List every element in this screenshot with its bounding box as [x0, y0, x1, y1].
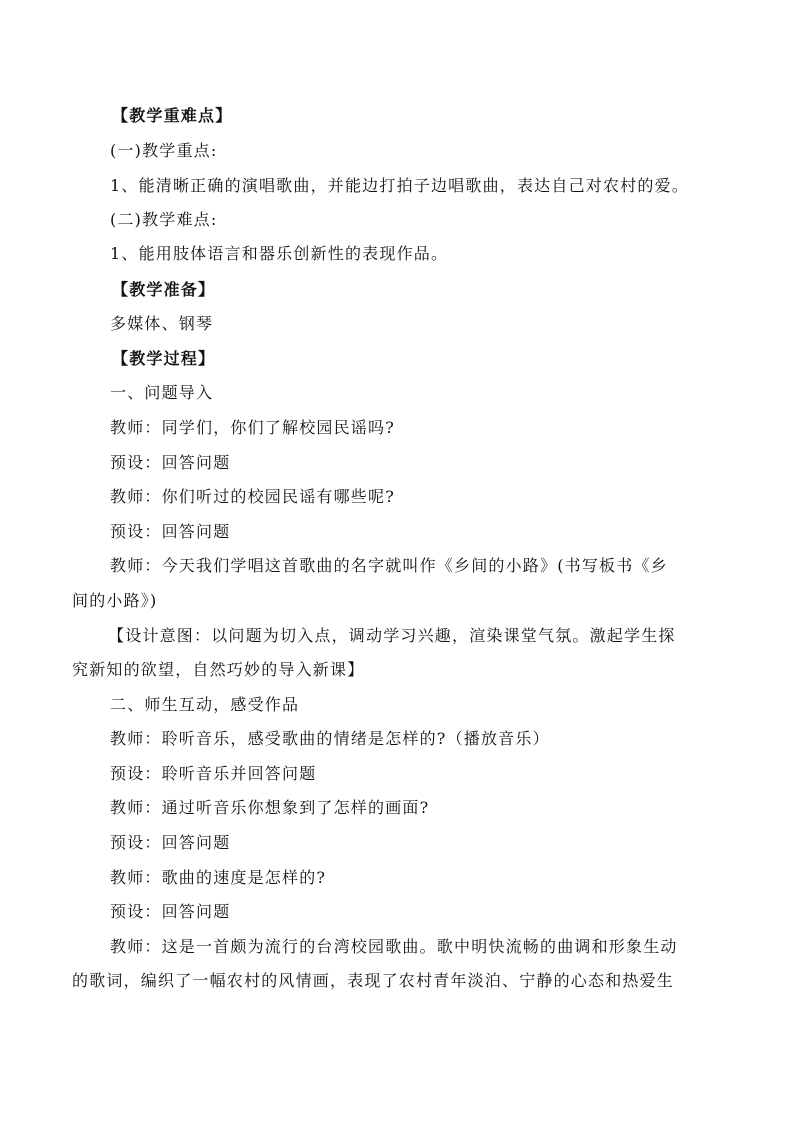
paragraph-preparation: 多媒体、钢琴: [110, 314, 214, 333]
paragraph-key-point-1: 1、能清晰正确的演唱歌曲，并能边打拍子边唱歌曲，表达自己对农村的爱。: [110, 176, 689, 195]
subheading-interaction: 二、师生互动，感受作品: [110, 695, 300, 714]
section-heading-preparation: 【教学准备】: [112, 280, 216, 299]
paragraph-difficulty-1: 1、能用肢体语言和器乐创新性的表现作品。: [110, 244, 449, 263]
dialogue-line: 预设：回答问题: [110, 833, 231, 852]
subheading-difficulty: (二)教学难点:: [110, 210, 218, 229]
design-intent-paragraph-continuation: 究新知的欲望，自然巧妙的导入新课】: [72, 660, 365, 679]
dialogue-line-continuation: 的歌词，编织了一幅农村的风情画，表现了农村青年淡泊、宁静的心态和热爱生: [72, 971, 675, 990]
subheading-key-point: (一)教学重点:: [110, 141, 218, 160]
design-intent-paragraph: 【设计意图：以问题为切入点，调动学习兴趣，渲染课堂气氛。激起学生探: [108, 626, 676, 645]
dialogue-line: 教师：今天我们学唱这首歌曲的名字就叫作《乡间的小路》(书写板书《乡: [110, 556, 668, 575]
section-heading-key-points: 【教学重难点】: [112, 106, 233, 125]
dialogue-line: 教师：歌曲的速度是怎样的?: [110, 868, 327, 887]
dialogue-line: 教师：这是一首颇为流行的台湾校园歌曲。歌中明快流畅的曲调和形象生动: [110, 937, 678, 956]
dialogue-line: 预设：回答问题: [110, 522, 231, 541]
dialogue-line: 教师：聆听音乐，感受歌曲的情绪是怎样的?（播放音乐）: [110, 729, 550, 748]
dialogue-line-continuation: 间的小路》): [72, 591, 158, 610]
dialogue-line: 教师：同学们，你们了解校园民谣吗?: [110, 418, 395, 437]
subheading-introduction: 一、问题导入: [110, 383, 214, 402]
dialogue-line: 教师：你们听过的校园民谣有哪些呢?: [110, 487, 395, 506]
dialogue-line: 预设：回答问题: [110, 902, 231, 921]
dialogue-line: 教师：通过听音乐你想象到了怎样的画面?: [110, 798, 430, 817]
dialogue-line: 预设：回答问题: [110, 453, 231, 472]
dialogue-line: 预设：聆听音乐并回答问题: [110, 764, 317, 783]
section-heading-process: 【教学过程】: [112, 349, 216, 368]
